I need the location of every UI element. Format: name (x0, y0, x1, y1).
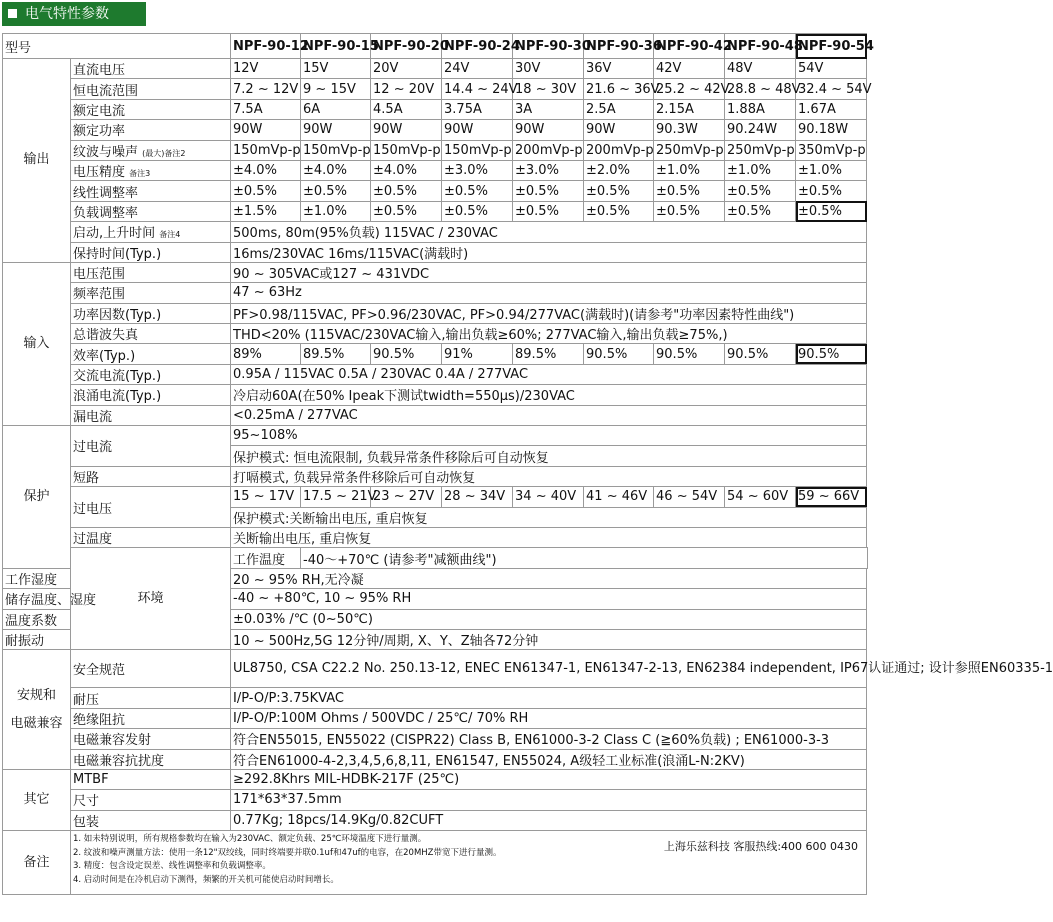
category-environment: 环境 (71, 548, 231, 650)
value-cell: 2.5A (584, 99, 654, 119)
notes-cell (71, 831, 867, 895)
value-cell: 42V (654, 59, 725, 79)
value-cell: ±0.5% (796, 181, 867, 201)
value-cell: 12V (231, 59, 301, 79)
value-cell: 冷启动60A(在50% Ipeak下测试twidth=550μs)/230VAC (231, 385, 867, 405)
row-label: 工作湿度 (3, 568, 71, 588)
value-cell: 4.5A (371, 99, 442, 119)
note-line: 2. 纹波和噪声测量方法：使用一条12"双绞线，同时终端要并联0.1uf和47uf的电容，在20MHZ带宽下进行量测。 (73, 847, 502, 858)
table-row (3, 749, 868, 769)
value-cell: 9 ~ 15V (301, 79, 371, 99)
value-cell: ±0.5% (371, 201, 442, 221)
square-icon (8, 9, 17, 18)
value-cell: 95~108% (231, 426, 867, 446)
value-cell: 10 ~ 500Hz,5G 12分钟/周期, X、Y、Z轴各72分钟 (231, 629, 867, 649)
table-row (3, 79, 868, 99)
value-cell: ±4.0% (371, 160, 442, 180)
value-cell: 7.5A (231, 99, 301, 119)
value-cell: -40～+70℃ (请参考"减额曲线") (301, 548, 868, 568)
row-label: 恒电流范围 (71, 79, 231, 99)
table-row (3, 262, 868, 282)
value-cell: ±0.5% (371, 181, 442, 201)
value-cell: 34 ~ 40V (513, 487, 584, 507)
table-row (3, 708, 868, 728)
hotline-text: 上海乐兹科技 客服热线:400 600 0430 (663, 840, 859, 854)
row-label: 总谐波失真 (71, 324, 231, 344)
row-label: 频率范围 (71, 283, 231, 303)
model-cell: NPF-90-48 (725, 34, 796, 59)
value-cell: 150mVp-p (301, 140, 371, 160)
value-cell: ±0.5% (725, 181, 796, 201)
value-cell: 90.3W (654, 120, 725, 140)
row-label: 启动,上升时间 备注4 (71, 222, 231, 242)
value-cell: 90.24W (725, 120, 796, 140)
value-cell: 24V (442, 59, 513, 79)
value-cell: 36V (584, 59, 654, 79)
value-cell: 2.15A (654, 99, 725, 119)
value-cell: 1.88A (725, 99, 796, 119)
value-cell: 150mVp-p (371, 140, 442, 160)
table-row (3, 831, 868, 895)
table-row (3, 688, 868, 708)
value-cell: 21.6 ~ 36V (584, 79, 654, 99)
row-label: 电磁兼容抗扰度 (71, 749, 231, 769)
value-cell: 3A (513, 99, 584, 119)
value-cell: THD<20% (115VAC/230VAC输入,输出负载≥60%; 277VAC输入,输出负载≥75%,) (231, 324, 867, 344)
table-row (3, 181, 868, 201)
value-cell: ≥292.8Khrs MIL-HDBK-217F (25℃) (231, 769, 867, 789)
value-cell: 350mVp-p (796, 140, 867, 160)
value-cell: 关断输出电压, 重启恢复 (231, 527, 867, 547)
model-cell-highlighted: NPF-90-54 (796, 34, 867, 59)
row-label: 电压精度 备注3 (71, 160, 231, 180)
row-label: 温度系数 (3, 609, 71, 629)
value-cell: 200mVp-p (584, 140, 654, 160)
value-cell: ±0.5% (796, 201, 867, 221)
value-cell: UL8750, CSA C22.2 No. 250.13-12, ENEC EN61347-1, EN61347-2-13, EN62384 independent, IP67认证通过; 设计参照EN60335-1 (231, 650, 867, 688)
spec-table (2, 33, 1053, 895)
table-row (3, 548, 868, 568)
table-row (3, 283, 868, 303)
value-cell: ±3.0% (442, 160, 513, 180)
value-cell: ±0.5% (654, 201, 725, 221)
row-label: 浪涌电流(Typ.) (71, 385, 231, 405)
value-cell: 17.5 ~ 21V (301, 487, 371, 507)
note-line: 3. 精度：包含设定误差、线性调整率和负载调整率。 (73, 861, 271, 872)
value-cell: 89% (231, 344, 301, 364)
row-label: 储存温度、湿度 (3, 589, 71, 609)
value-cell: 41 ~ 46V (584, 487, 654, 507)
note-line: 4. 启动时间是在冷机启动下测得，频繁的开关机可能使启动时间增长。 (73, 874, 339, 885)
value-cell: ±1.0% (654, 160, 725, 180)
row-label: 漏电流 (71, 405, 231, 425)
row-label: 功率因数(Typ.) (71, 303, 231, 323)
table-row (3, 242, 868, 262)
value-cell: 0.77Kg; 18pcs/14.9Kg/0.82CUFT (231, 810, 867, 830)
value-cell: ±2.0% (584, 160, 654, 180)
row-label: 电磁兼容发射 (71, 729, 231, 749)
value-cell: 28.8 ~ 48V (725, 79, 796, 99)
value-cell: ±0.5% (725, 201, 796, 221)
table-row (3, 487, 868, 507)
value-cell: 90W (301, 120, 371, 140)
value-cell: 打嗝模式, 负载异常条件移除后可自动恢复 (231, 466, 867, 486)
value-cell: 12 ~ 20V (371, 79, 442, 99)
banner-title: 电气特性参数 (25, 6, 109, 22)
row-label: 纹波与噪声 (最大)备注2 (71, 140, 231, 160)
category-input: 输入 (3, 262, 71, 425)
value-cell: 46 ~ 54V (654, 487, 725, 507)
value-cell: 90.5% (796, 344, 867, 364)
value-cell: 3.75A (442, 99, 513, 119)
value-cell: ±0.5% (442, 201, 513, 221)
table-row (3, 466, 868, 486)
value-cell: ±0.5% (584, 181, 654, 201)
value-cell: 14.4 ~ 24V (442, 79, 513, 99)
model-header-label: 型号 (3, 34, 231, 59)
value-cell: -40 ~ +80℃, 10 ~ 95% RH (231, 589, 867, 609)
value-cell: 250mVp-p (725, 140, 796, 160)
value-cell: 20 ~ 95% RH,无冷凝 (231, 568, 867, 588)
row-label: 效率(Typ.) (71, 344, 231, 364)
value-cell: 15 ~ 17V (231, 487, 301, 507)
value-cell: 150mVp-p (231, 140, 301, 160)
value-cell: ±0.03% /℃ (0~50℃) (231, 609, 867, 629)
value-cell: ±0.5% (654, 181, 725, 201)
value-cell: 90.18W (796, 120, 867, 140)
value-cell: ±1.5% (231, 201, 301, 221)
value-cell: 0.95A / 115VAC 0.5A / 230VAC 0.4A / 277VAC (231, 364, 867, 384)
value-cell: I/P-O/P:3.75KVAC (231, 688, 867, 708)
row-label: 线性调整率 (71, 181, 231, 201)
value-cell: 6A (301, 99, 371, 119)
row-label: 安全规范 (71, 650, 231, 688)
value-cell: 25.2 ~ 42V (654, 79, 725, 99)
category-notes: 备注 (3, 831, 71, 895)
table-row (3, 790, 868, 810)
value-cell: ±0.5% (513, 181, 584, 201)
table-row (3, 303, 868, 323)
table-row (3, 34, 868, 59)
value-cell: 保护模式:关断输出电压, 重启恢复 (231, 507, 867, 527)
value-cell: I/P-O/P:100M Ohms / 500VDC / 25℃/ 70% RH (231, 708, 867, 728)
value-cell: 符合EN55015, EN55022 (CISPR22) Class B, EN61000-3-2 Class C (≧60%负载) ; EN61000-3-3 (231, 729, 867, 749)
value-cell: 30V (513, 59, 584, 79)
table-row (3, 59, 868, 79)
category-protection: 保护 (3, 426, 71, 569)
table-row (3, 810, 868, 830)
row-label: 耐压 (71, 688, 231, 708)
model-cell: NPF-90-42 (654, 34, 725, 59)
value-cell: <0.25mA / 277VAC (231, 405, 867, 425)
value-cell: 90W (371, 120, 442, 140)
row-label: 保持时间(Typ.) (71, 242, 231, 262)
value-cell: 90.5% (371, 344, 442, 364)
model-cell: NPF-90-20 (371, 34, 442, 59)
value-cell: 90.5% (654, 344, 725, 364)
table-row (3, 120, 868, 140)
value-cell: 250mVp-p (654, 140, 725, 160)
value-cell: 90W (442, 120, 513, 140)
value-cell: 1.67A (796, 99, 867, 119)
table-row (3, 426, 868, 446)
row-label: 过电流 (71, 426, 231, 467)
table-row (3, 527, 868, 547)
value-cell: PF>0.98/115VAC, PF>0.96/230VAC, PF>0.94/277VAC(满载时)(请参考"功率因素特性曲线") (231, 303, 867, 323)
table-row (3, 201, 868, 221)
value-cell: ±0.5% (231, 181, 301, 201)
row-label: 尺寸 (71, 790, 231, 810)
value-cell: 18 ~ 30V (513, 79, 584, 99)
value-cell: 89.5% (513, 344, 584, 364)
row-label: 包装 (71, 810, 231, 830)
table-row (3, 650, 868, 688)
value-cell: 符合EN61000-4-2,3,4,5,6,8,11, EN61547, EN55024, A级轻工业标准(浪涌L-N:2KV) (231, 749, 867, 769)
table-row (3, 140, 868, 160)
model-cell: NPF-90-12 (231, 34, 301, 59)
value-cell: 48V (725, 59, 796, 79)
value-cell: 16ms/230VAC 16ms/115VAC(满载时) (231, 242, 867, 262)
model-cell: NPF-90-36 (584, 34, 654, 59)
row-label: 负载调整率 (71, 201, 231, 221)
table-row (3, 769, 868, 789)
value-cell: 200mVp-p (513, 140, 584, 160)
note-ref: 备注3 (129, 169, 151, 179)
value-cell: 500ms, 80m(95%负载) 115VAC / 230VAC (231, 222, 867, 242)
row-label: 过电压 (71, 487, 231, 528)
row-label: 交流电流(Typ.) (71, 364, 231, 384)
row-label: 直流电压 (71, 59, 231, 79)
row-label: 短路 (71, 466, 231, 486)
note-ref: 备注4 (159, 230, 181, 240)
value-cell: 91% (442, 344, 513, 364)
table-row (3, 364, 868, 384)
value-cell: ±0.5% (584, 201, 654, 221)
value-cell: ±0.5% (513, 201, 584, 221)
value-cell: 90W (584, 120, 654, 140)
value-cell: 54V (796, 59, 867, 79)
value-cell: 89.5% (301, 344, 371, 364)
category-safety-emc: 安规和 电磁兼容 (3, 650, 71, 770)
table-row (3, 385, 868, 405)
value-cell: 32.4 ~ 54V (796, 79, 867, 99)
row-label: 电压范围 (71, 262, 231, 282)
category-output: 输出 (3, 59, 71, 263)
row-label: 工作温度 (231, 548, 301, 568)
value-cell: ±4.0% (301, 160, 371, 180)
table-row (3, 405, 868, 425)
row-label: MTBF (71, 769, 231, 789)
value-cell: 59 ~ 66V (796, 487, 867, 507)
value-cell: ±1.0% (301, 201, 371, 221)
value-cell: 47 ~ 63Hz (231, 283, 867, 303)
value-cell: 90 ~ 305VAC或127 ~ 431VDC (231, 262, 867, 282)
value-cell: ±1.0% (725, 160, 796, 180)
row-label: 额定电流 (71, 99, 231, 119)
category-others: 其它 (3, 769, 71, 830)
note-line: 1. 如未特别说明，所有规格参数均在输入为230VAC、额定负载、25℃环境温度下进行量测。 (73, 834, 427, 845)
value-cell: ±0.5% (442, 181, 513, 201)
model-cell: NPF-90-24 (442, 34, 513, 59)
model-cell: NPF-90-15 (301, 34, 371, 59)
value-cell: ±3.0% (513, 160, 584, 180)
value-cell: 28 ~ 34V (442, 487, 513, 507)
value-cell: 150mVp-p (442, 140, 513, 160)
value-cell: 保护模式: 恒电流限制, 负载异常条件移除后可自动恢复 (231, 446, 867, 466)
row-label: 绝缘阻抗 (71, 708, 231, 728)
table-row (3, 99, 868, 119)
section-banner (2, 2, 146, 26)
table-row (3, 324, 868, 344)
table-row (3, 344, 868, 364)
value-cell: 90W (513, 120, 584, 140)
value-cell: 7.2 ~ 12V (231, 79, 301, 99)
value-cell: ±1.0% (796, 160, 867, 180)
value-cell: 90.5% (725, 344, 796, 364)
model-cell: NPF-90-30 (513, 34, 584, 59)
value-cell: ±0.5% (301, 181, 371, 201)
row-label: 额定功率 (71, 120, 231, 140)
value-cell: 90.5% (584, 344, 654, 364)
table-row (3, 222, 868, 242)
value-cell: 23 ~ 27V (371, 487, 442, 507)
value-cell: 54 ~ 60V (725, 487, 796, 507)
value-cell: 15V (301, 59, 371, 79)
table-row (3, 160, 868, 180)
row-label: 耐振动 (3, 629, 71, 649)
note-ref: (最大)备注2 (142, 148, 186, 158)
value-cell: 90W (231, 120, 301, 140)
value-cell: ±4.0% (231, 160, 301, 180)
row-label: 过温度 (71, 527, 231, 547)
table-row (3, 729, 868, 749)
value-cell: 20V (371, 59, 442, 79)
value-cell: 171*63*37.5mm (231, 790, 867, 810)
